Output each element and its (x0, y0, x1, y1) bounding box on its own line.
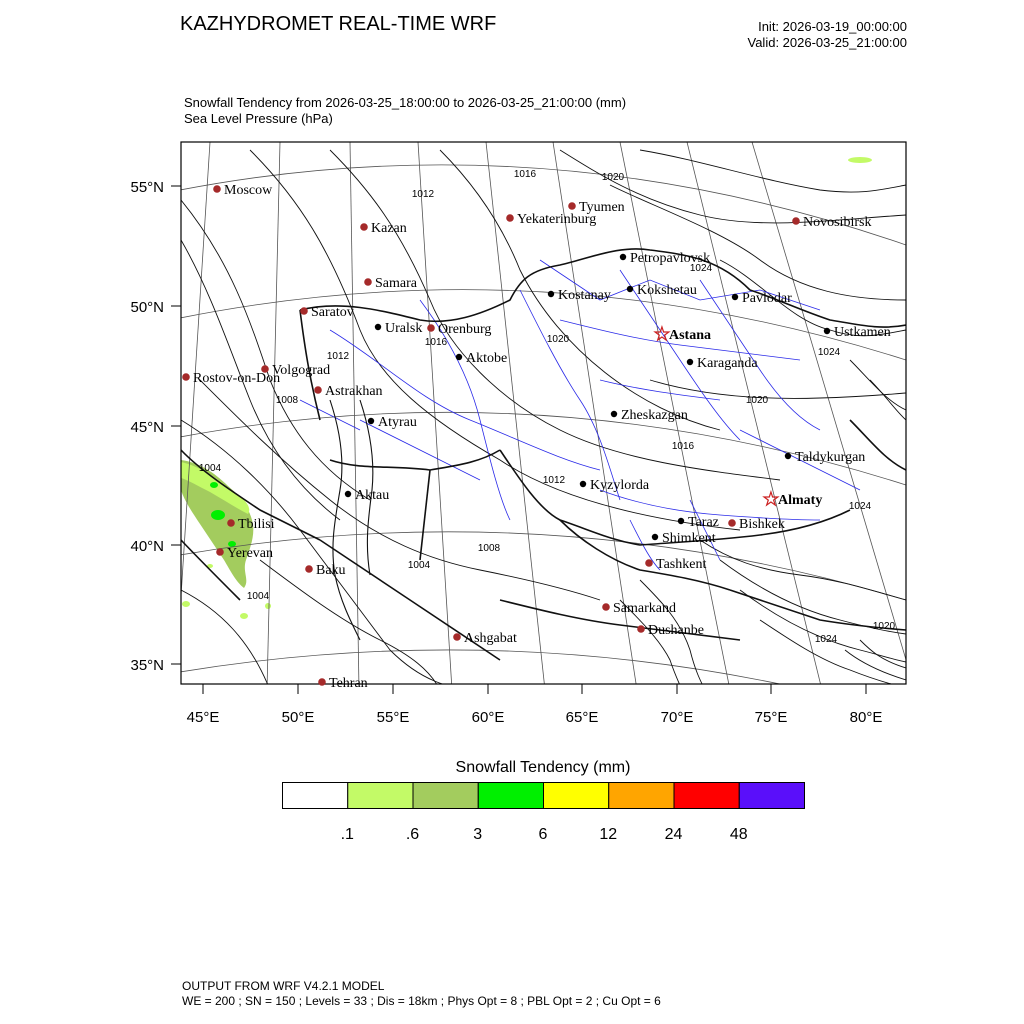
snow-patch-green-1 (211, 510, 225, 520)
city-taldykurgan (785, 450, 866, 465)
city-dot-icon (375, 324, 381, 330)
city-label: Samarkand (613, 601, 676, 616)
city-dot-icon (678, 518, 684, 524)
city-tashkent (645, 557, 706, 572)
capital-star-icon: ★ (762, 489, 780, 509)
isobar-label: 1024 (848, 501, 872, 512)
isobar-label: 1004 (198, 463, 222, 474)
city-dot-icon (785, 453, 791, 459)
city-dot-icon (652, 534, 658, 540)
city-label: Baku (316, 563, 346, 578)
isobar-label: 1024 (817, 347, 841, 358)
lat-label-50: 50°N (130, 299, 164, 316)
city-dot-icon (318, 678, 326, 686)
snow-patch-light-1 (240, 613, 248, 619)
city-label: Novosibirsk (803, 215, 872, 230)
city-label: Kostanay (558, 288, 611, 303)
city-uralsk (375, 321, 423, 336)
city-label: Rostov-on-Don (193, 371, 281, 386)
lon-label-45: 45°E (186, 709, 220, 726)
legend-swatch (478, 783, 543, 809)
isobar-label: 1020 (872, 621, 896, 632)
field-subtitle-pressure: Sea Level Pressure (hPa) (184, 111, 333, 126)
legend-title: Snowfall Tendency (mm) (455, 759, 631, 776)
city-aktau (345, 488, 389, 503)
lon-label-65: 65°E (565, 709, 599, 726)
city-label: Astana (669, 328, 712, 343)
city-dot-icon (687, 359, 693, 365)
isobar-label: 1016 (513, 169, 537, 180)
city-dot-icon (305, 565, 313, 573)
legend-tick-label: 3 (473, 826, 483, 843)
lat-label-40: 40°N (130, 538, 164, 555)
city-label: Tbilisi (238, 517, 275, 532)
city-label: Petropavlovsk (630, 251, 711, 266)
legend-colorbar (282, 782, 806, 810)
isobar-label: 1020 (745, 395, 769, 406)
city-label: Tashkent (656, 557, 707, 572)
city-label: Zheskazgan (621, 408, 688, 423)
lon-labels (187, 709, 883, 726)
lon-tick-marks (203, 684, 866, 694)
city-dot-icon (227, 519, 235, 527)
city-moscow (213, 183, 273, 198)
city-ashgabat (453, 631, 517, 646)
city-dushanbe (637, 623, 704, 638)
city-dot-icon (792, 217, 800, 225)
legend-swatch (283, 783, 348, 809)
city-dot-icon (300, 307, 308, 315)
lon-label-60: 60°E (471, 709, 505, 726)
city-label: Kokshetau (637, 283, 697, 298)
snow-patch-light-3 (265, 603, 271, 609)
isobar-label: 1012 (411, 189, 435, 200)
city-dot-icon (548, 291, 554, 297)
city-novosibirsk (792, 215, 871, 230)
lat-label-55: 55°N (130, 179, 164, 196)
city-label: Uralsk (385, 321, 423, 336)
isobar-label: 1004 (246, 591, 270, 602)
city-dot-icon (732, 294, 738, 300)
valid-time: Valid: 2026-03-25_21:00:00 (747, 35, 907, 50)
city-dot-icon (182, 373, 190, 381)
lon-label-50: 50°E (281, 709, 315, 726)
lon-label-55: 55°E (376, 709, 410, 726)
city-dot-icon (506, 214, 514, 222)
city-label: Samara (375, 276, 417, 291)
city-dot-icon (611, 411, 617, 417)
city-label: Kazan (371, 221, 407, 236)
city-dot-icon (728, 519, 736, 527)
city-label: Tyumen (579, 200, 625, 215)
isobar-label: 1024 (814, 634, 838, 645)
lon-label-80: 80°E (849, 709, 883, 726)
city-dot-icon (453, 633, 461, 641)
city-label: Orenburg (438, 322, 492, 337)
city-dot-icon (360, 223, 368, 231)
city-label: Kyzylorda (590, 478, 650, 493)
city-zheskazgan (611, 408, 688, 423)
chart-title: KAZHYDROMET REAL-TIME WRF (180, 13, 497, 35)
lon-label-70: 70°E (660, 709, 694, 726)
city-dot-icon (645, 559, 653, 567)
isobars (181, 150, 906, 690)
city-astrakhan (314, 384, 382, 399)
lon-label-75: 75°E (754, 709, 788, 726)
city-dot-icon (580, 481, 586, 487)
city-label: Astrakhan (325, 384, 383, 399)
city-samarkand (602, 601, 676, 616)
city-dot-icon (620, 254, 626, 260)
isobar-label: 1024 (689, 263, 713, 274)
city-label: Taraz (688, 515, 719, 530)
city-dot-icon (627, 286, 633, 292)
city-markers (182, 183, 891, 691)
city-dot-icon (602, 603, 610, 611)
isobar-label: 1020 (601, 172, 625, 183)
city-label: Moscow (224, 183, 273, 198)
city-dot-icon (637, 625, 645, 633)
city-almaty (763, 489, 822, 509)
city-label: Ustkamen (834, 325, 891, 340)
city-kyzylorda (580, 478, 650, 493)
city-kokshetau (627, 283, 697, 298)
city-astana (654, 324, 711, 344)
lat-label-45: 45°N (130, 419, 164, 436)
legend-swatch (739, 783, 804, 809)
city-dot-icon (216, 548, 224, 556)
isobar-label: 1008 (275, 395, 299, 406)
city-dot-icon (314, 386, 322, 394)
city-label: Volgograd (272, 363, 331, 378)
capital-star-icon: ★ (653, 324, 671, 344)
legend-swatch (544, 783, 609, 809)
city-kazan (360, 221, 407, 236)
legend-swatch (348, 783, 413, 809)
city-dot-icon (345, 491, 351, 497)
snow-patch-green-2 (210, 482, 218, 488)
city-saratov (300, 305, 354, 320)
legend-tick-label: 24 (664, 826, 683, 843)
legend-tick-label: .1 (340, 826, 354, 843)
snow-patch-light-4 (848, 157, 872, 163)
city-rostov-on-don (182, 371, 280, 386)
legend-swatch (413, 783, 478, 809)
city-label: Shimkent (662, 531, 716, 546)
legend-tick-label: .6 (405, 826, 420, 843)
isobar-label: 1012 (542, 475, 566, 486)
city-label: Yerevan (227, 546, 274, 561)
city-dot-icon (824, 328, 830, 334)
city-dot-icon (456, 354, 462, 360)
city-label: Yekaterinburg (517, 212, 597, 227)
legend-swatch (674, 783, 739, 809)
isobar-label: 1012 (326, 351, 350, 362)
city-petropavlovsk (620, 251, 710, 266)
city-samara (364, 276, 418, 291)
city-label: Atyrau (378, 415, 417, 430)
city-ustkamen (824, 325, 891, 340)
isobar-label: 1004 (407, 560, 431, 571)
footer-model: OUTPUT FROM WRF V4.2.1 MODEL (182, 979, 385, 993)
lat-labels (130, 179, 164, 674)
city-dot-icon (427, 324, 435, 332)
city-baku (305, 563, 345, 578)
city-karaganda (687, 356, 759, 371)
city-dot-icon (213, 185, 221, 193)
city-dot-icon (364, 278, 372, 286)
city-label: Almaty (778, 493, 823, 508)
caspian-coast (330, 400, 373, 640)
city-label: Ashgabat (464, 631, 517, 646)
legend-boxes (283, 783, 805, 809)
city-aktobe (456, 351, 507, 366)
city-label: Taldykurgan (795, 450, 866, 465)
city-label: Bishkek (739, 517, 785, 532)
footer-config: WE = 200 ; SN = 150 ; Levels = 33 ; Dis = 18km ; Phys Opt = 8 ; PBL Opt = 2 ; Cu Opt = 6 (182, 994, 661, 1008)
city-dot-icon (568, 202, 576, 210)
legend-swatch (609, 783, 674, 809)
isobar-label: 1020 (546, 334, 570, 345)
city-label: Dushanbe (648, 623, 704, 638)
city-label: Saratov (311, 305, 354, 320)
city-kostanay (548, 288, 611, 303)
legend-tick-label: 6 (538, 826, 548, 843)
isobar-label: 1008 (477, 543, 501, 554)
lat-label-35: 35°N (130, 657, 164, 674)
lat-tick-marks (171, 186, 181, 664)
isobar-label: 1016 (671, 441, 695, 452)
city-label: Tehran (329, 676, 368, 691)
city-dot-icon (368, 418, 374, 424)
city-label: Karaganda (697, 356, 758, 371)
snow-patch-light-2 (182, 601, 190, 607)
city-label: Pavlodar (742, 291, 792, 306)
field-subtitle-snowfall: Snowfall Tendency from 2026-03-25_18:00:00 to 2026-03-25_21:00:00 (mm) (184, 95, 627, 110)
legend-tick-label: 48 (729, 826, 748, 843)
city-label: Aktau (355, 488, 390, 503)
city-label: Aktobe (466, 351, 508, 366)
city-shimkent (652, 531, 716, 546)
legend-tick-label: 12 (599, 826, 618, 843)
init-time: Init: 2026-03-19_00:00:00 (758, 19, 907, 34)
isobar-label: 1016 (424, 337, 448, 348)
